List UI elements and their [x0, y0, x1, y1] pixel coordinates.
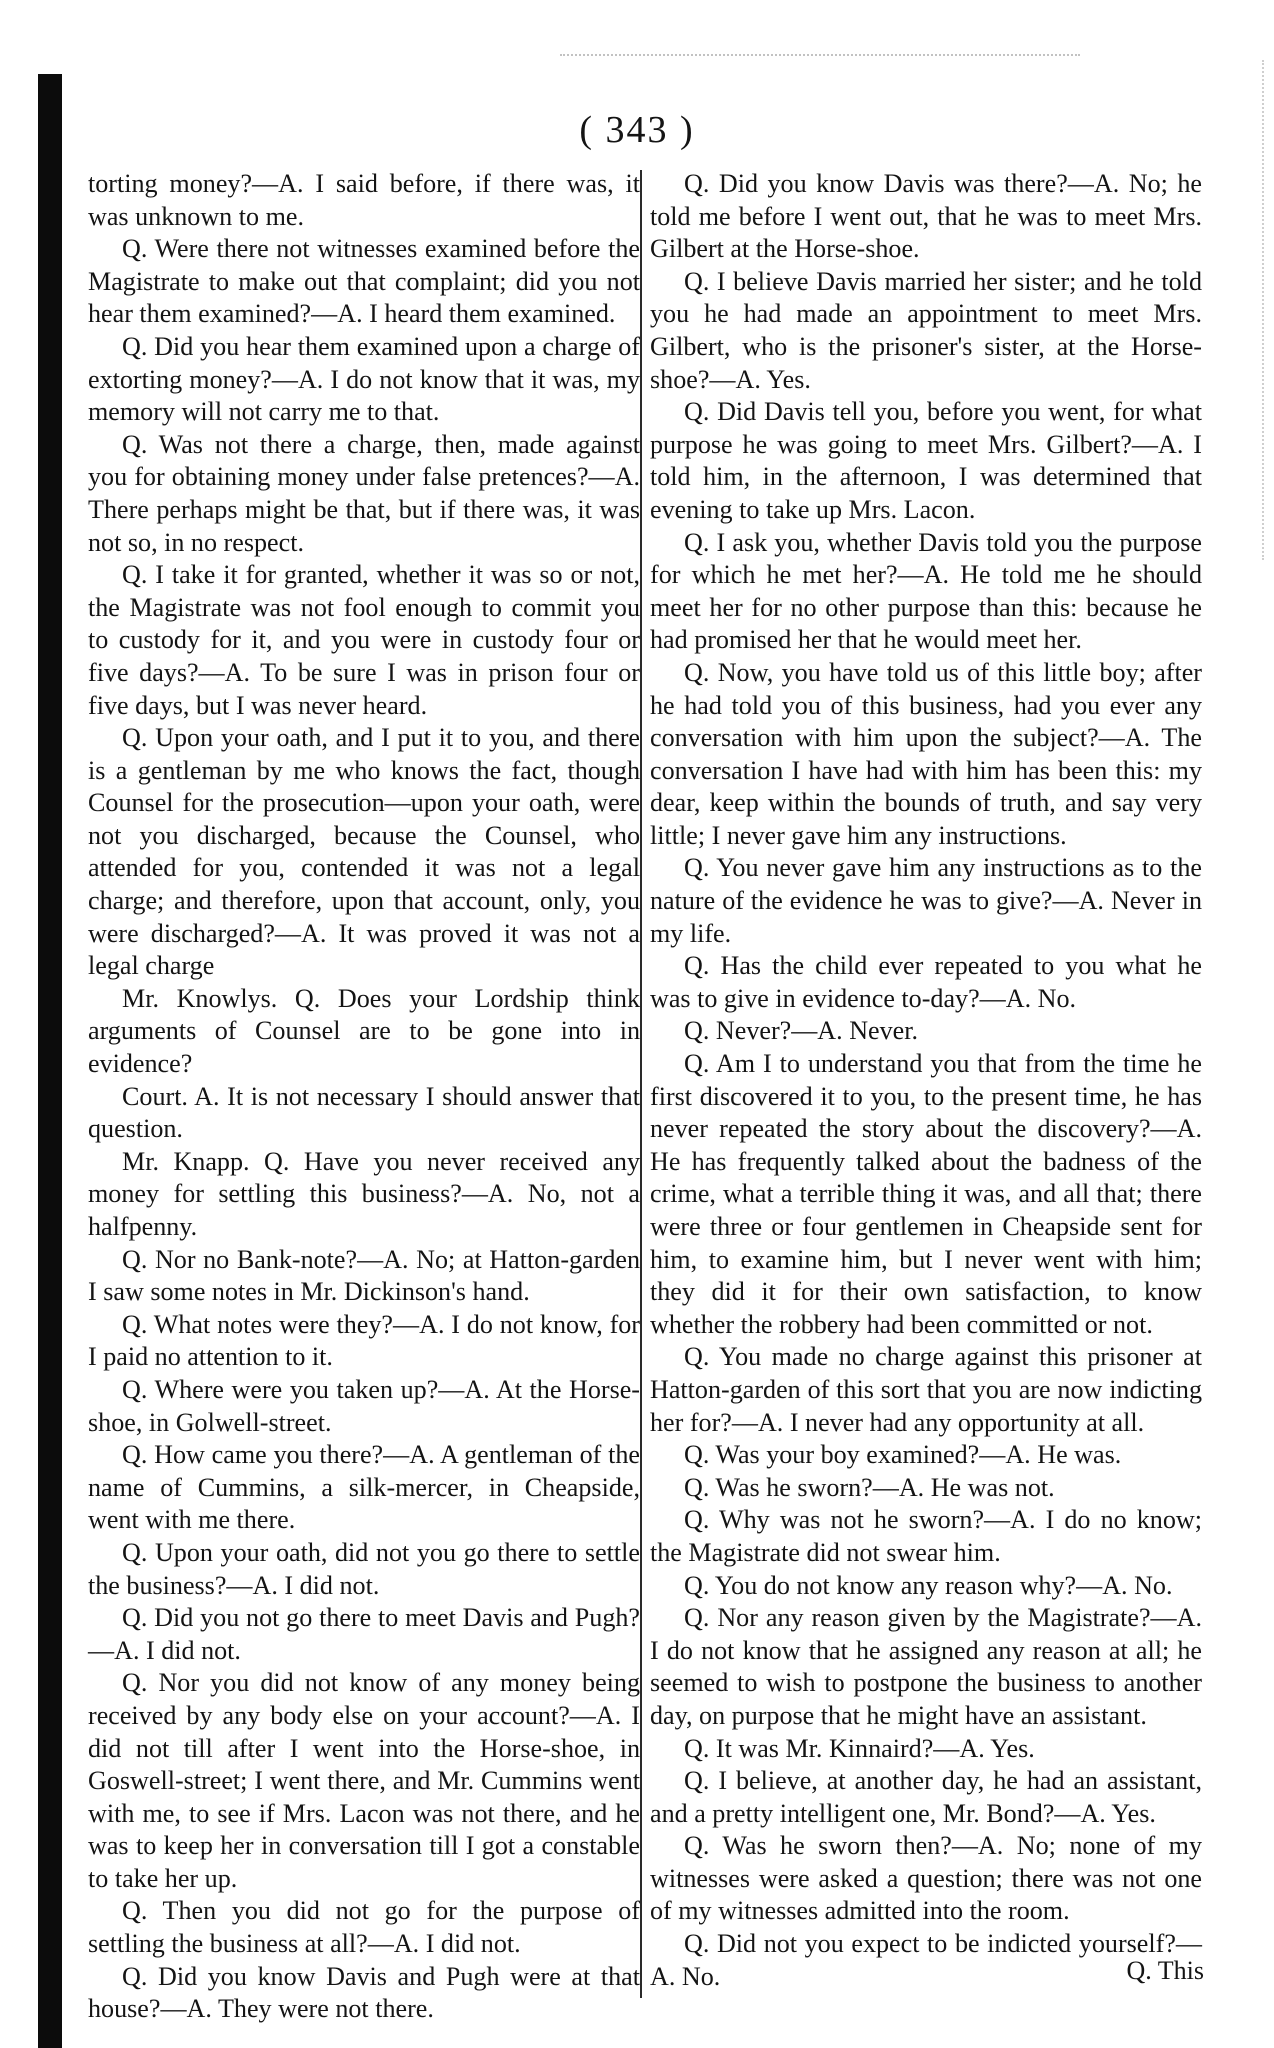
paragraph: Court. A. It is not necessary I should answer that question.: [88, 1081, 640, 1144]
paragraph: Q. Then you did not go for the purpose of settling the business at all?—A. I did not.: [88, 1896, 640, 1959]
right-column: [650, 168, 1202, 1993]
paragraph: Q. Did you know Davis was there?—A. No; he told me before I went out, that he was to meet Mrs. Gilbert at the Horse-shoe.: [650, 169, 1202, 264]
paragraph: Q. Am I to understand you that from the time he first discovered it to you, to the present time, he has never repeated the story about the discovery?—A. He has frequently talked about the badness of the crime, what a terrible thing it was, and all that; there were three or four gentlemen in Cheapside sent for him, to examine him, but I never went with him; they did it for their own satisfaction, to know whether the robbery had been committed or not.: [650, 1049, 1202, 1339]
paragraph: Q. Upon your oath, and I put it to you, and there is a gentleman by me who knows the fact, though Counsel for the prosecution—upon your oath, were not you discharged, because the Counsel, who attended for you, contended it was not a legal charge; and therefore, upon that account, only, you were discharged?—A. It was proved it was not a legal charge: [88, 723, 640, 981]
paragraph: Q. Upon your oath, did not you go there to settle the business?—A. I did not.: [88, 1537, 640, 1600]
paragraph: Q. Now, you have told us of this little boy; after he had told you of this business, had you ever any conversation with him upon the subject?—A. The conversation I have had with him has been this: my dear, keep within the bounds of truth, and say very little; I never gave him any instructions.: [650, 657, 1202, 850]
paragraph: Q. Did you not go there to meet Davis and Pugh?—A. I did not.: [88, 1603, 640, 1665]
paragraph: torting money?—A. I said before, if there was, it was unknown to me.: [88, 169, 640, 231]
paragraph: Q. Nor you did not know of any money being received by any body else on your account?—A. I did not till after I went into the Horse-shoe, in Goswell-street; I went there, and Mr. Cummins went with me, to see if Mrs. Lacon was not there, and he was to keep her in conversation till I got a constable to take her up.: [88, 1668, 640, 1893]
left-column: [88, 168, 640, 2026]
paragraph: Q. It was Mr. Kinnaird?—A. Yes.: [684, 1733, 1035, 1763]
paragraph: Q. Were there not witnesses examined before the Magistrate to make out that complaint; did you not hear them examined?—A. I heard them examined.: [88, 234, 640, 329]
paragraph: Q. Was not there a charge, then, made against you for obtaining money under false pretences?—A. There perhaps might be that, but if there was, it was not so, in no respect.: [88, 429, 640, 557]
catchword: Q. This: [1126, 1956, 1204, 1985]
paragraph: Q. You made no charge against this prisoner at Hatton-garden of this sort that you are now indicting her for?—A. I never had any opportunity at all.: [650, 1342, 1202, 1437]
paragraph: Q. Has the child ever repeated to you what he was to give in evidence to-day?—A. No.: [650, 951, 1202, 1013]
paragraph: Mr. Knapp. Q. Have you never received any money for settling this business?—A. No, not a halfpenny.: [88, 1146, 640, 1241]
paragraph: Q. How came you there?—A. A gentleman of the name of Cummins, a silk-mercer, in Cheapside, went with me there.: [88, 1440, 640, 1535]
paragraph: Q. Why was not he sworn?—A. I do no know; the Magistrate did not swear him.: [650, 1505, 1202, 1567]
paragraph: Q. Did you know Davis and Pugh were at that house?—A. They were not there.: [88, 1961, 640, 2024]
paragraph: Q. Did not you expect to be indicted yourself?—A. No.: [650, 1929, 1202, 1991]
page-number: ( 343 ): [579, 109, 695, 151]
paragraph: Q. Did Davis tell you, before you went, for what purpose he was going to meet Mrs. Gilbert?—A. I told him, in the afternoon, I was determined that evening to take up Mrs. Lacon.: [650, 397, 1202, 524]
paragraph: Q. Was he sworn?—A. He was not.: [684, 1472, 1055, 1502]
paragraph: Q. I believe, at another day, he had an assistant, and a pretty intelligent one, Mr. Bond?—A. Yes.: [650, 1766, 1202, 1828]
paragraph: Q. I believe Davis married her sister; and he told you he had made an appointment to meet Mrs. Gilbert, who is the prisoner's sister, at the Horse-shoe?—A. Yes.: [650, 266, 1202, 394]
paragraph: Q. Where were you taken up?—A. At the Horse-shoe, in Golwell-street.: [88, 1374, 640, 1437]
scan-noise: [560, 54, 1080, 60]
book-spine-shadow: [38, 74, 62, 2048]
paragraph: Q. I take it for granted, whether it was so or not, the Magistrate was not fool enough to commit you to custody for it, and you were in custody four or five days?—A. To be sure I was in prison four or five days, but I was never heard.: [88, 560, 640, 720]
column-divider: [640, 170, 642, 1998]
paragraph: Q. Nor no Bank-note?—A. No; at Hatton-garden I saw some notes in Mr. Dickinson's hand.: [88, 1244, 640, 1307]
paragraph: Q. Was your boy examined?—A. He was.: [684, 1440, 1122, 1470]
paragraph: Q. Was he sworn then?—A. No; none of my witnesses were asked a question; there was not one of my witnesses admitted into the room.: [650, 1831, 1202, 1926]
paragraph: Q. Did you hear them examined upon a charge of extorting money?—A. I do not know that it was, my memory will not carry me to that.: [88, 331, 640, 427]
paragraph: Q. What notes were they?—A. I do not know, for I paid no attention to it.: [88, 1309, 640, 1372]
paragraph: Q. I ask you, whether Davis told you the purpose for which he met her?—A. He told me he should meet her for no other purpose than this: because he had promised her that he would meet her.: [650, 527, 1202, 655]
paragraph: Q. Never?—A. Never.: [684, 1016, 919, 1046]
paragraph: Mr. Knowlys. Q. Does your Lordship think arguments of Counsel are to be gone into in evidence?: [88, 983, 640, 1079]
paragraph: Q. You do not know any reason why?—A. No.: [684, 1570, 1173, 1600]
paragraph: Q. Nor any reason given by the Magistrate?—A. I do not know that he assigned any reason at all; he seemed to wish to postpone the business to another day, on purpose that he might have an assistant.: [650, 1603, 1202, 1730]
paragraph: Q. You never gave him any instructions as to the nature of the evidence he was to give?—A. Never in my life.: [650, 853, 1202, 948]
